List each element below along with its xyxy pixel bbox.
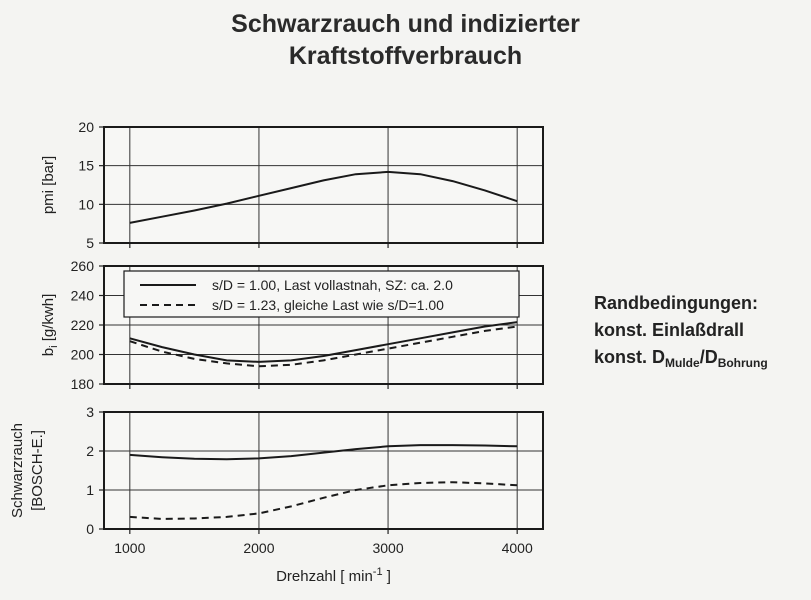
- plot-background: [104, 127, 543, 243]
- y-tick-label: 220: [70, 317, 94, 333]
- x-axis-label: Drehzahl [ $\min^{-1}$ ]: [276, 566, 391, 585]
- legend-label: s/D = 1.00, Last vollastnah, SZ: ca. 2.0: [212, 277, 453, 293]
- y-axis-label-line-2: [BOSCH-E.]: [29, 430, 46, 511]
- x-tick-label: 4000: [501, 540, 533, 556]
- legend: [124, 271, 519, 317]
- y-axis-label-line-1: Schwarzrauch: [9, 422, 26, 519]
- panel-schwarzrauch: [9, 404, 543, 585]
- boundary-conditions: [594, 290, 768, 377]
- title-line-1: Schwarzrauch und indizierter: [231, 10, 580, 38]
- x-tick-label: 2000: [243, 540, 275, 556]
- y-tick-label: 1: [86, 482, 94, 498]
- title-line-2: Kraftstoffverbrauch: [288, 42, 523, 70]
- x-tick-label: 1000: [114, 540, 146, 556]
- conditions-line-2: konst. $D_{Mulde}/D_{Bohrung}$: [594, 347, 768, 370]
- conditions-heading: Randbedingungen:: [594, 293, 758, 313]
- y-tick-label: 200: [70, 346, 94, 363]
- panel-pmi: [40, 119, 543, 251]
- y-tick-label: 2: [86, 443, 94, 459]
- plot-background: [104, 412, 543, 529]
- y-tick-label: 260: [70, 258, 94, 274]
- y-tick-label: 240: [70, 287, 94, 304]
- x-tick-label: 3000: [372, 540, 404, 556]
- legend-label: s/D = 1.23, gleiche Last wie s/D=1.00: [212, 297, 444, 313]
- y-tick-label: 0: [86, 521, 94, 537]
- y-tick-label: 3: [86, 404, 94, 420]
- y-tick-label: 20: [78, 119, 94, 135]
- y-tick-label: 15: [78, 157, 94, 174]
- y-tick-label: 180: [70, 376, 94, 392]
- y-axis-label: $b_i$ [g/kwh]: [40, 293, 60, 357]
- y-tick-label: 5: [86, 235, 94, 251]
- panel-bi: [40, 258, 543, 392]
- conditions-line-1: konst. Einlaßdrall: [594, 320, 745, 340]
- y-axis-label: pmi [bar]: [40, 155, 57, 215]
- y-tick-label: 10: [78, 196, 94, 213]
